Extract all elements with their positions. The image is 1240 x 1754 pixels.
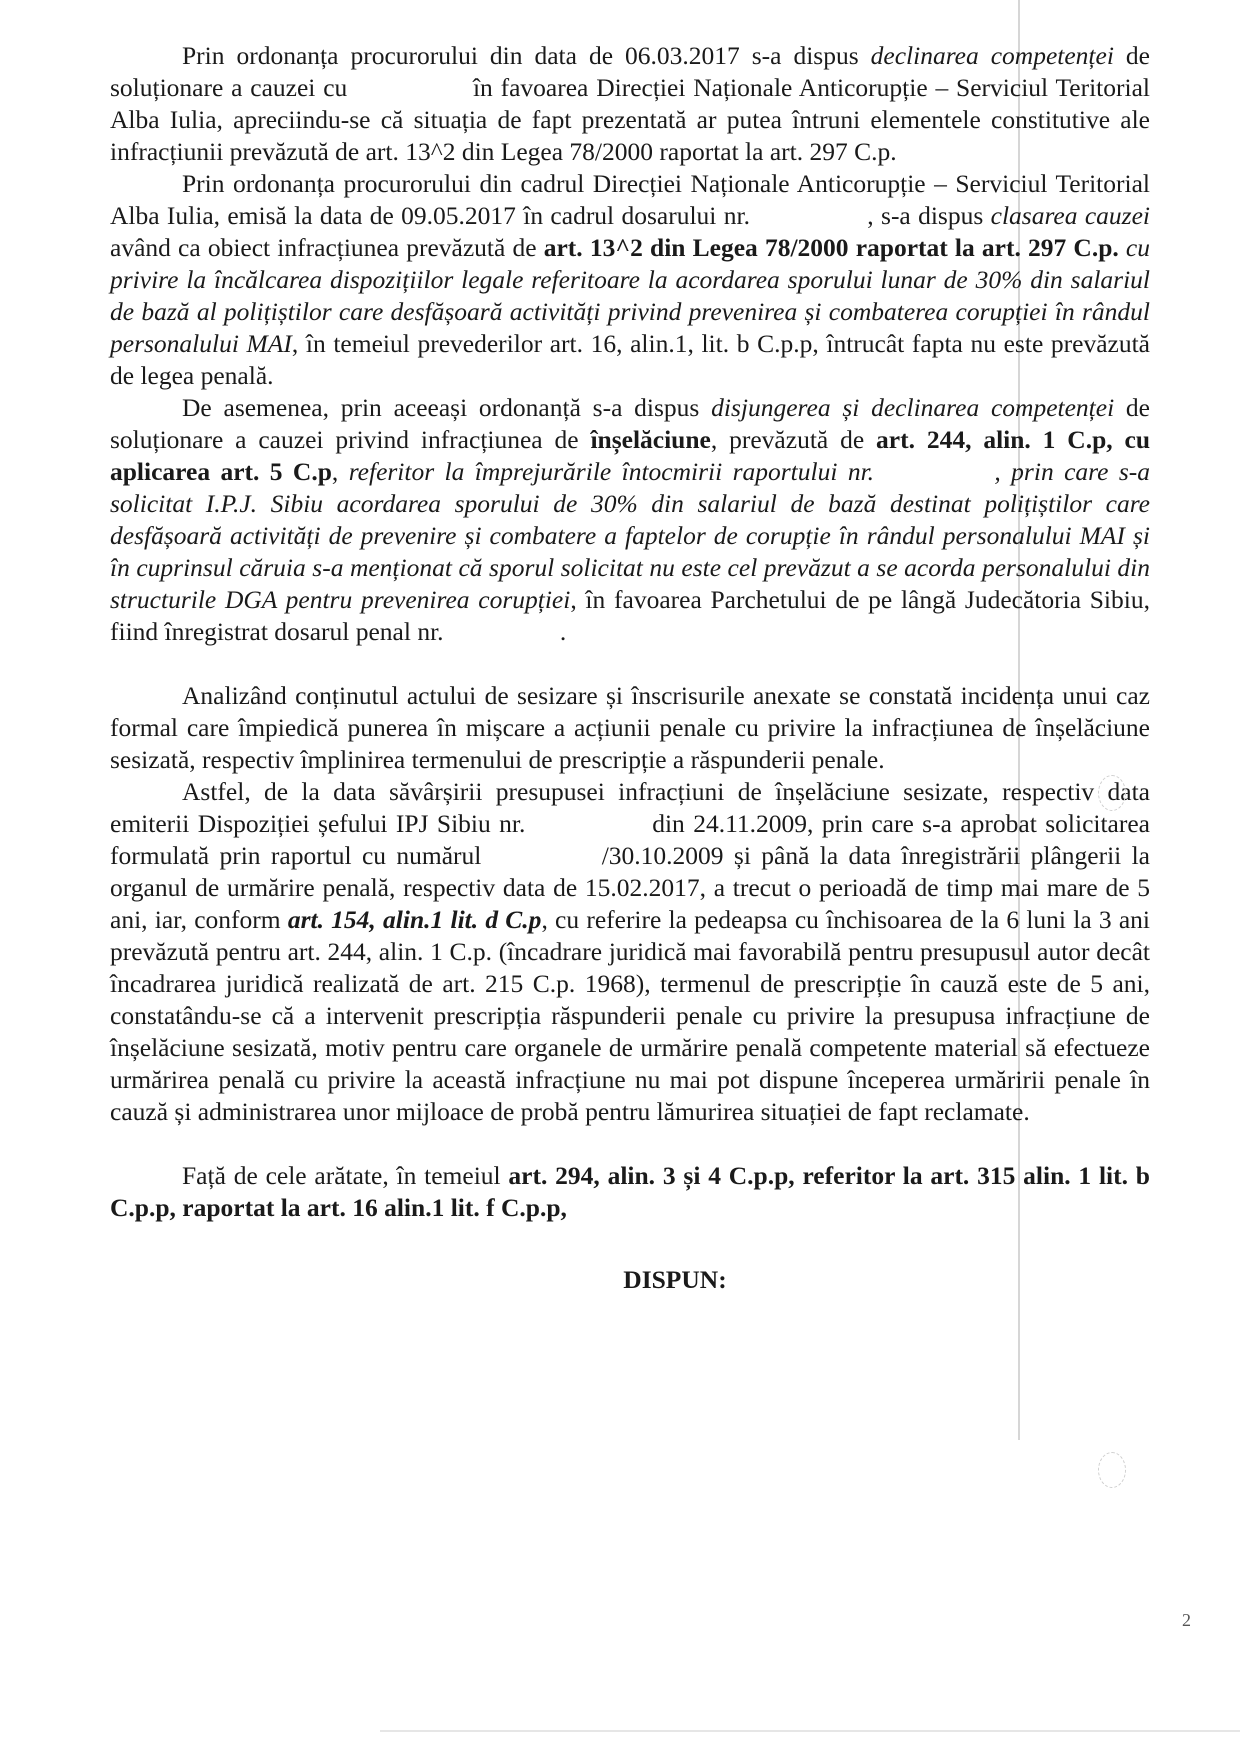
stamp-mark xyxy=(1098,775,1126,811)
scan-edge-line xyxy=(380,1730,1240,1732)
text-segment: Prin ordonanța procurorului din cadrul Direcției Naționale Anticorupție – Serviciul Teritorial Alba Iulia, emisă la data de 09.05.2017 în cadrul dosarului nr. xyxy=(110,169,1150,230)
stamp-mark xyxy=(1098,1452,1126,1488)
text-segment: , prevăzută de xyxy=(710,425,877,454)
legal-reference: art. 154, alin.1 lit. d C.p xyxy=(287,905,542,934)
emphasized-text: referitor la împrejurările întocmirii raportului nr. xyxy=(348,457,885,486)
paragraph-clasare xyxy=(110,168,1150,392)
legal-reference: înșelăciune xyxy=(590,425,711,454)
text-segment: De asemenea, prin aceeași ordonanță s-a dispus xyxy=(182,393,712,422)
emphasized-text: clasarea cauzei xyxy=(990,201,1150,230)
text-segment: , cu referire la pedeapsa cu închisoarea de la 6 luni la 3 ani prevăzută pentru art. 244, alin. 1 C.p. (încadrare juridică mai favorabilă pentru presupusul autor decât încadrarea juridică realizată de art. 215 C.p. 1968), termenul de prescripție în cauză este de 5 ani, constatându-se că a intervenit prescripția răspunderii penale cu privire la presupusa infracțiune de înșelăciune sesizată, motiv pentru care organele de urmărire penală competente material să efectueze urmărirea penală cu privire la această infracțiune nu mai pot dispune începerea urmăririi penale în cauză și administrarea unor mijloace de probă pentru lămurirea situației de fapt reclamate. xyxy=(110,905,1150,1126)
paragraph-temei-legal xyxy=(110,1160,1150,1224)
text-segment: , în temeiul prevederilor art. 16, alin.1, lit. b C.p.p, întrucât fapta nu este prevăzută de legea penală. xyxy=(110,329,1150,390)
text-segment: în favoarea Direcției Naționale Anticorupție – Serviciul Teritorial Alba Iulia, apreciindu-se că situația de fapt prezentată ar putea întruni elementele constitutive ale infracțiunii prevăzută de art. 13^2 din Legea 78/2000 raportat la art. 297 C.p. xyxy=(110,73,1150,166)
legal-reference: art. 294, alin. 3 și 4 C.p.p, referitor la art. 315 alin. 1 lit. b C.p.p, raportat la art. 16 alin.1 lit. f C.p.p, xyxy=(110,1161,1150,1222)
paragraph-prescriptie xyxy=(110,776,1150,1128)
page-number: 2 xyxy=(1182,1610,1191,1630)
emphasized-text: declinarea competenței xyxy=(870,41,1114,70)
text-segment: . xyxy=(559,617,567,646)
paragraph-analiza xyxy=(110,680,1150,776)
legal-reference: art. 13^2 din Legea 78/2000 raportat la art. 297 C.p. xyxy=(543,233,1119,262)
legal-reference: art. 244, alin. 1 C.p, cu aplicarea art. 5 C.p xyxy=(110,425,1151,486)
paragraph-disjungere xyxy=(110,392,1150,648)
document-body xyxy=(110,40,1150,1296)
text-segment: de soluționare a cauzei privind infracțiunea de xyxy=(110,393,1150,454)
text-segment: , xyxy=(331,457,349,486)
paragraph-declinare xyxy=(110,40,1150,168)
text-segment: Prin ordonanța procurorului din data de 06.03.2017 s-a dispus xyxy=(182,41,871,70)
emphasized-text: disjungerea și declinarea competenței xyxy=(711,393,1115,422)
text-segment: , în favoarea Parchetului de pe lângă Judecătoria Sibiu, fiind înregistrat dosarul penal nr. xyxy=(110,585,1150,646)
text-segment: , s-a dispus xyxy=(867,201,991,230)
text-segment: din 24.11.2009, prin care s-a aprobat solicitarea formulată prin raportul cu numărul xyxy=(110,809,1151,870)
emphasized-text: , prin care s-a solicitat I.P.J. Sibiu acordarea sporului de 30% din salariul de bază destinat polițiștilor care desfășoară activități de prevenire și combatere a faptelor de corupție în rândul personalului MAI și în cuprinsul căruia s-a menționat că sporul solicitat nu este cel prevăzut a se acorda personalului din structurile DGA pentru prevenirea corupției xyxy=(110,457,1150,614)
text-segment: Analizând conținutul actului de sesizare și înscrisurile anexate se constată incidența unui caz formal care împiedică punerea în mișcare a acțiunii penale cu privire la infracțiunea de înșelăciune sesizată, respectiv împlinirea termenului de prescripție a răspunderii penale. xyxy=(110,681,1150,774)
text-segment xyxy=(1119,233,1126,262)
emphasized-text: cu privire la încălcarea dispozițiilor legale referitoare la acordarea sporului lunar de 30% din salariul de bază al polițiștilor care desfășoară activități privind prevenirea și combaterea corupției în rândul personalului MAI xyxy=(110,233,1150,358)
dispun-heading: DISPUN: xyxy=(623,1265,727,1294)
text-segment: /30.10.2009 și până la data înregistrării plângerii la organul de urmărire penală, respectiv data de 15.02.2017, a trecut o perioadă de timp mai mare de 5 ani, iar, conform xyxy=(110,841,1150,934)
text-segment: de soluționare a cauzei cu xyxy=(110,41,1150,102)
text-segment: Astfel, de la data săvârșirii presupusei infracțiuni de înșelăciune sesizate, respectiv data emiterii Dispoziției șefului IPJ Sibiu nr. xyxy=(110,777,1150,838)
text-segment: Față de cele arătate, în temeiul xyxy=(182,1161,509,1190)
text-segment: având ca obiect infracțiunea prevăzută de xyxy=(110,233,544,262)
